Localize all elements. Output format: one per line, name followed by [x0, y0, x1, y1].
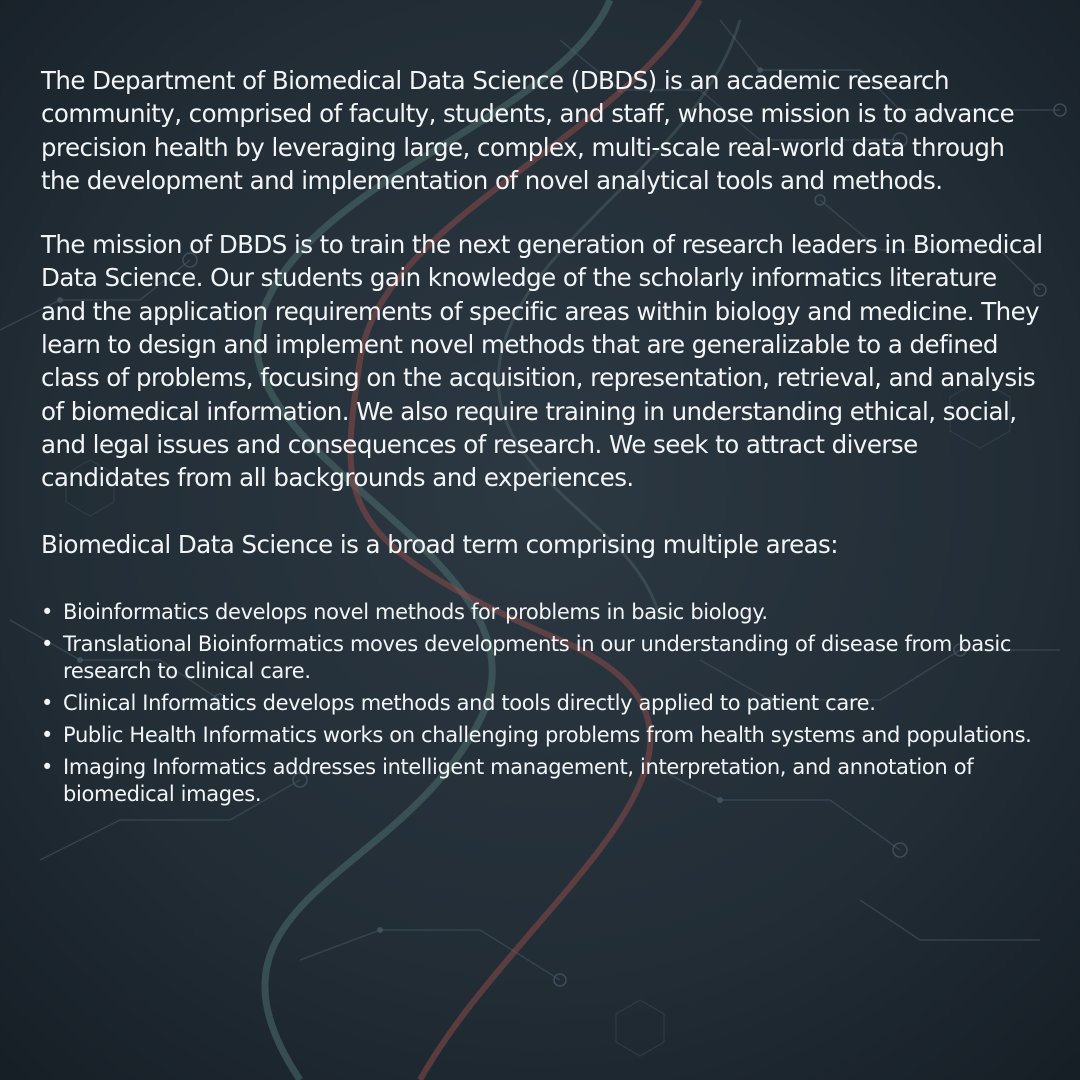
- list-item-text: Imaging Informatics addresses intelligent management, interpretation, and annotation of biomedical images.: [63, 754, 974, 807]
- list-item: [41, 722, 1046, 749]
- areas-intro: Biomedical Data Science is a broad term comprising multiple areas:: [41, 529, 838, 559]
- mission-paragraph: The mission of DBDS is to train the next generation of research leaders in Biomedical Data Science. Our students gain knowledge of the scholarly informatics literature and the application requirements of specific areas within biology and medicine. They learn to design and implement novel methods that are generalizable to a defined class of problems, focusing on the acquisition, representation, retrieval, and analysis of biomedical information. We also require training in understanding ethical, social, and legal issues and consequences of research. We seek to attract diverse candidates from all backgrounds and experiences.: [41, 230, 1043, 493]
- list-item: [41, 754, 1046, 809]
- bullet-icon: •: [41, 631, 54, 656]
- areas-list: [41, 599, 1046, 809]
- list-item-text: Clinical Informatics develops methods and tools directly applied to patient care.: [63, 691, 876, 716]
- page-content: [41, 64, 1046, 813]
- list-item-text: Translational Bioinformatics moves developments in our understanding of disease from basic research to clinical care.: [63, 631, 1012, 684]
- list-item-text: Bioinformatics develops novel methods for problems in basic biology.: [63, 599, 768, 624]
- bullet-icon: •: [41, 722, 54, 747]
- list-item-text: Public Health Informatics works on challenging problems from health systems and populations.: [63, 722, 1032, 747]
- list-item: [41, 690, 1046, 717]
- bullet-icon: •: [41, 754, 54, 779]
- list-item: [41, 599, 1046, 626]
- intro-paragraph: The Department of Biomedical Data Science (DBDS) is an academic research community, comprised of faculty, students, and staff, whose mission is to advance precision health by leveraging large, complex, multi-scale real-world data through the development and implementation of novel analytical tools and methods.: [41, 66, 1015, 195]
- bullet-icon: •: [41, 599, 54, 624]
- bullet-icon: •: [41, 691, 54, 716]
- list-item: [41, 631, 1046, 686]
